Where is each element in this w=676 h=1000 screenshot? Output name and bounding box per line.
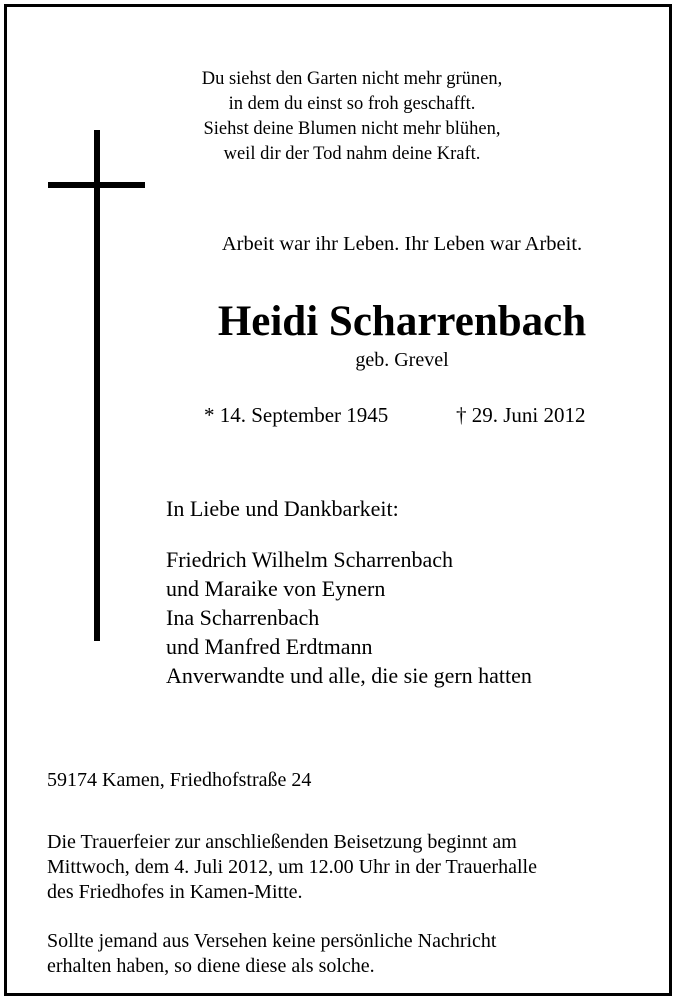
poem-line: in dem du einst so froh geschafft. <box>228 94 476 114</box>
thanks-heading: In Liebe und Dankbarkeit: <box>166 496 399 521</box>
deceased-name: Heidi Scharrenbach <box>217 298 587 345</box>
service-info <box>47 830 537 905</box>
service-line: Die Trauerfeier zur anschließenden Beisetzung beginnt am <box>47 831 517 853</box>
poem-line: weil dir der Tod nahm deine Kraft. <box>223 144 481 164</box>
death-date: † 29. Juni 2012 <box>456 403 586 427</box>
poem-line: Du siehst den Garten nicht mehr grünen, <box>201 69 503 89</box>
cross-horizontal-bar <box>48 182 145 188</box>
motto: Arbeit war ihr Leben. Ihr Leben war Arbeit. <box>221 233 583 255</box>
address: 59174 Kamen, Friedhofstraße 24 <box>47 769 312 791</box>
mourners-list <box>166 545 532 690</box>
service-line: des Friedhofes in Kamen-Mitte. <box>47 881 303 903</box>
notice <box>47 929 496 979</box>
list-item: und Maraike von Eynern <box>166 576 386 601</box>
poem <box>97 67 607 167</box>
notice-line: Sollte jemand aus Versehen keine persönliche Nachricht <box>47 930 497 952</box>
service-line: Mittwoch, dem 4. Juli 2012, um 12.00 Uhr in der Trauerhalle <box>47 856 537 878</box>
birth-date: * 14. September 1945 <box>204 403 389 427</box>
maiden-name: geb. Grevel <box>355 349 449 371</box>
list-item: und Manfred Erdtmann <box>166 634 373 659</box>
notice-line: erhalten haben, so diene diese als solche. <box>47 955 375 977</box>
cross-vertical-bar <box>94 130 100 641</box>
list-item: Anverwandte und alle, die sie gern hatten <box>166 663 532 688</box>
list-item: Friedrich Wilhelm Scharrenbach <box>166 547 454 572</box>
poem-line: Siehst deine Blumen nicht mehr blühen, <box>203 119 501 139</box>
list-item: Ina Scharrenbach <box>166 605 320 630</box>
obituary-frame <box>4 4 672 996</box>
